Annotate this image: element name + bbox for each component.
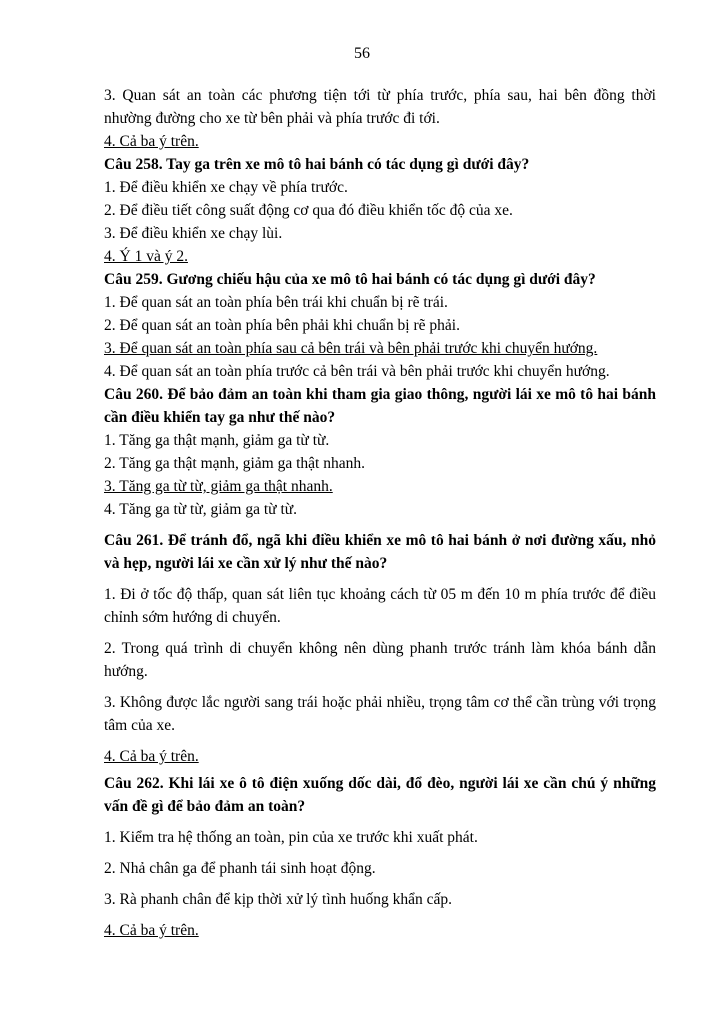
question-260-option-1: 1. Tăng ga thật mạnh, giảm ga từ từ. <box>104 432 330 449</box>
question-258-option-3: 3. Để điều khiển xe chạy lùi. <box>104 225 283 242</box>
question-261-option-2: 2. Trong quá trình di chuyển không nên dùng phanh trước tránh làm khóa bánh dẫn hướng. <box>104 640 656 680</box>
prev-question-option-3: 3. Quan sát an toàn các phương tiện tới từ phía trước, phía sau, hai bên đồng thời nhường đường cho xe từ bên phải và phía trước đi tới. <box>104 87 656 127</box>
question-259-option-1: 1. Để quan sát an toàn phía bên trái khi chuẩn bị rẽ trái. <box>104 294 448 311</box>
question-261-title: Câu 261. Để tránh đổ, ngã khi điều khiển xe mô tô hai bánh ở nơi đường xấu, nhỏ và hẹp, người lái xe cần xử lý như thế nào? <box>104 532 656 572</box>
document-body <box>104 84 656 942</box>
question-258-answer: 4. Ý 1 và ý 2. <box>104 248 188 265</box>
question-259-title: Câu 259. Gương chiếu hậu của xe mô tô hai bánh có tác dụng gì dưới đây? <box>104 271 596 288</box>
question-258-option-1: 1. Để điều khiển xe chạy về phía trước. <box>104 179 348 196</box>
question-258-option-2: 2. Để điều tiết công suất động cơ qua đó điều khiển tốc độ của xe. <box>104 202 513 219</box>
question-262-option-1: 1. Kiểm tra hệ thống an toàn, pin của xe trước khi xuất phát. <box>104 829 478 846</box>
prev-question-answer: 4. Cả ba ý trên. <box>104 133 199 150</box>
question-262-title: Câu 262. Khi lái xe ô tô điện xuống dốc dài, đổ đèo, người lái xe cần chú ý những vấn đề gì để bảo đảm an toàn? <box>104 775 656 815</box>
question-260-option-2: 2. Tăng ga thật mạnh, giảm ga thật nhanh. <box>104 455 365 472</box>
question-262-option-3: 3. Rà phanh chân để kịp thời xử lý tình huống khẩn cấp. <box>104 891 453 908</box>
page-number: 56 <box>354 45 370 62</box>
question-261-option-3: 3. Không được lắc người sang trái hoặc phải nhiều, trọng tâm cơ thể cần trùng với trọng tâm của xe. <box>104 694 656 734</box>
question-259-option-2: 2. Để quan sát an toàn phía bên phải khi chuẩn bị rẽ phải. <box>104 317 460 334</box>
question-258-title: Câu 258. Tay ga trên xe mô tô hai bánh có tác dụng gì dưới đây? <box>104 156 530 173</box>
question-260-title: Câu 260. Để bảo đảm an toàn khi tham gia giao thông, người lái xe mô tô hai bánh cần điều khiển tay ga như thế nào? <box>104 386 656 426</box>
question-259-answer: 3. Để quan sát an toàn phía sau cả bên trái và bên phải trước khi chuyển hướng. <box>104 340 598 357</box>
question-260-answer: 3. Tăng ga từ từ, giảm ga thật nhanh. <box>104 478 333 495</box>
question-260-option-4: 4. Tăng ga từ từ, giảm ga từ từ. <box>104 501 298 518</box>
question-261-option-1: 1. Đi ở tốc độ thấp, quan sát liên tục khoảng cách từ 05 m đến 10 m phía trước để điều chỉnh sớm hướng di chuyển. <box>104 586 656 626</box>
question-261-answer: 4. Cả ba ý trên. <box>104 748 199 765</box>
question-259-option-4: 4. Để quan sát an toàn phía trước cả bên trái và bên phải trước khi chuyển hướng. <box>104 363 610 380</box>
question-262-answer: 4. Cả ba ý trên. <box>104 922 199 939</box>
question-262-option-2: 2. Nhả chân ga để phanh tái sinh hoạt động. <box>104 860 376 877</box>
